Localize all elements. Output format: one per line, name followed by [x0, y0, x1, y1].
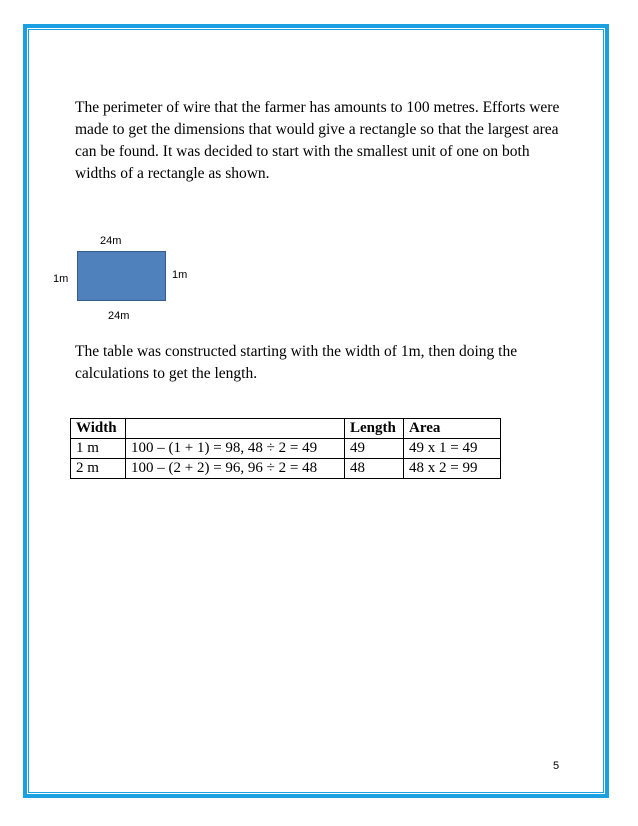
cell-length: 48 — [345, 459, 404, 479]
left-side-label: 1m — [53, 273, 69, 285]
cell-width: 2 m — [71, 459, 126, 479]
calculation-table — [70, 418, 501, 479]
rectangle-diagram — [40, 225, 220, 335]
header-length: Length — [345, 419, 404, 439]
cell-calculation: 100 – (2 + 2) = 96, 96 ÷ 2 = 48 — [126, 459, 345, 479]
cell-area: 49 x 1 = 49 — [404, 439, 501, 459]
cell-calculation: 100 – (1 + 1) = 98, 48 ÷ 2 = 49 — [126, 439, 345, 459]
header-calculation — [126, 419, 345, 439]
bottom-side-label: 24m — [108, 310, 130, 322]
table-row — [71, 459, 501, 479]
header-area: Area — [404, 419, 501, 439]
top-side-label: 24m — [100, 235, 122, 247]
cell-width: 1 m — [71, 439, 126, 459]
table-intro-paragraph: The table was constructed starting with the width of 1m, then doing the calculations to get the length. — [75, 343, 518, 382]
cell-length: 49 — [345, 439, 404, 459]
intro-paragraph: The perimeter of wire that the farmer has amounts to 100 metres. Efforts were made to get the dimensions that would give a rectangle so that the largest area can be found. It was decided to start with the smallest unit of one on both widths of a rectangle as shown. — [75, 99, 560, 182]
table-row — [71, 439, 501, 459]
header-width: Width — [71, 419, 126, 439]
right-side-label: 1m — [172, 269, 188, 281]
cell-area: 48 x 2 = 99 — [404, 459, 501, 479]
table-header-row — [71, 419, 501, 439]
rectangle-shape — [77, 251, 166, 301]
page-number: 5 — [553, 760, 560, 772]
